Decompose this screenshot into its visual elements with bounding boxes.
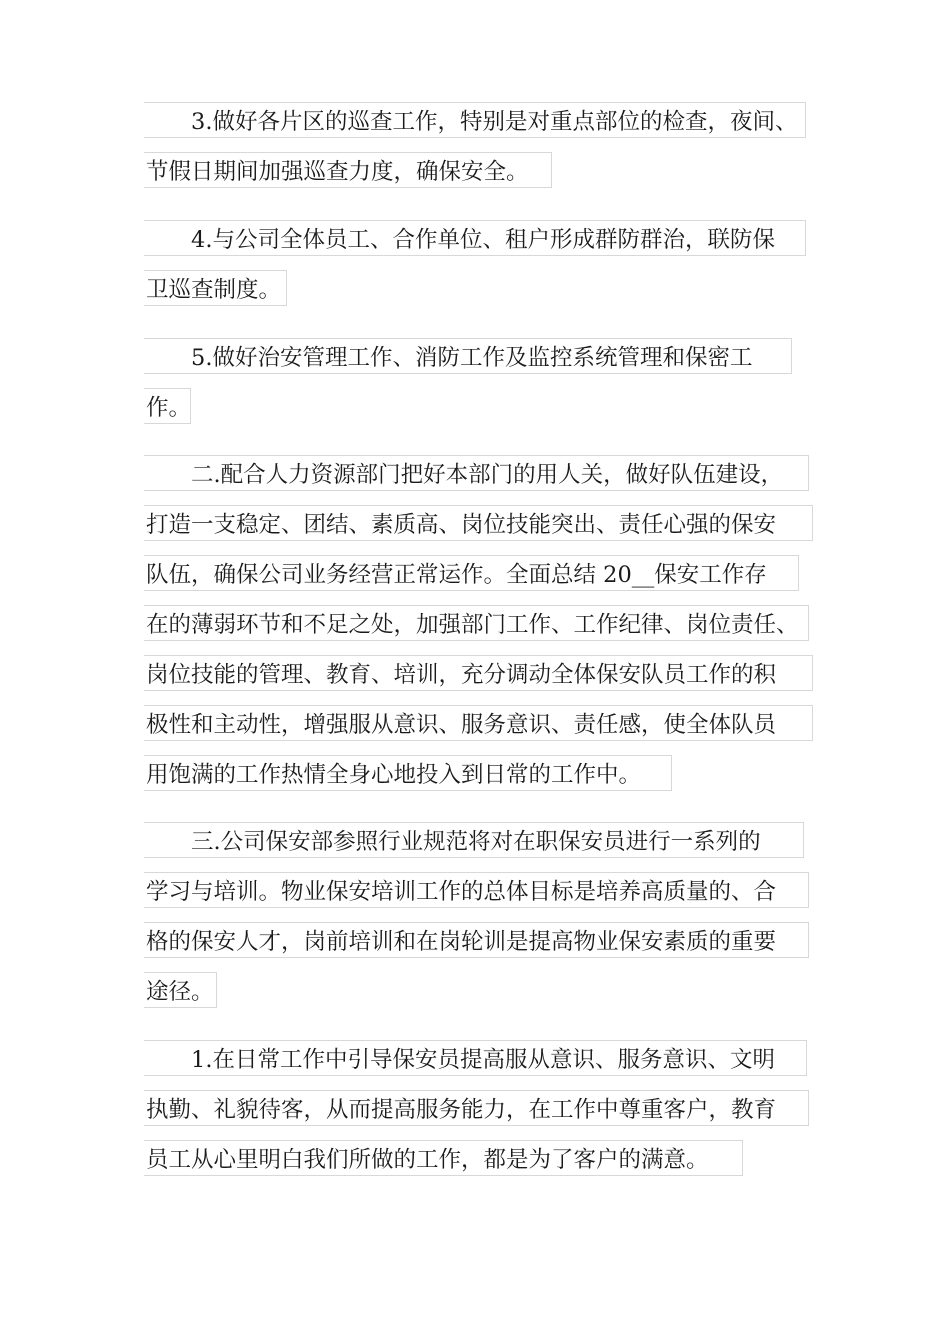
text-line: 5.做好治安管理工作、消防工作及监控系统管理和保密工	[144, 338, 792, 374]
text-line: 二.配合人力资源部门把好本部门的用人关，做好队伍建设，	[144, 455, 809, 491]
text-line: 在的薄弱环节和不足之处，加强部门工作、工作纪律、岗位责任、	[144, 605, 809, 641]
text-line: 三.公司保安部参照行业规范将对在职保安员进行一系列的	[144, 822, 804, 858]
text-line: 用饱满的工作热情全身心地投入到日常的工作中。	[144, 755, 672, 791]
text-line: 学习与培训。物业保安培训工作的总体目标是培养高质量的、合	[144, 872, 809, 908]
text-line: 4.与公司全体员工、合作单位、租户形成群防群治，联防保	[144, 220, 806, 256]
text-line: 队伍，确保公司业务经营正常运作。全面总结 20__保安工作存	[144, 555, 799, 591]
text-line: 卫巡查制度。	[144, 270, 287, 306]
text-line: 打造一支稳定、团结、素质高、岗位技能突出、责任心强的保安	[144, 505, 813, 541]
text-line: 格的保安人才，岗前培训和在岗轮训是提高物业保安素质的重要	[144, 922, 809, 958]
text-line: 极性和主动性，增强服从意识、服务意识、责任感，使全体队员	[144, 705, 813, 741]
text-line: 作。	[144, 388, 191, 424]
text-line: 1.在日常工作中引导保安员提高服从意识、服务意识、文明	[144, 1040, 807, 1076]
text-line: 节假日期间加强巡查力度，确保安全。	[144, 152, 552, 188]
text-line: 3.做好各片区的巡查工作，特别是对重点部位的检查，夜间、	[144, 102, 806, 138]
text-line: 岗位技能的管理、教育、培训，充分调动全体保安队员工作的积	[144, 655, 813, 691]
text-line: 执勤、礼貌待客，从而提高服务能力，在工作中尊重客户，教育	[144, 1090, 809, 1126]
text-line: 员工从心里明白我们所做的工作，都是为了客户的满意。	[144, 1140, 743, 1176]
text-line: 途径。	[144, 972, 217, 1008]
